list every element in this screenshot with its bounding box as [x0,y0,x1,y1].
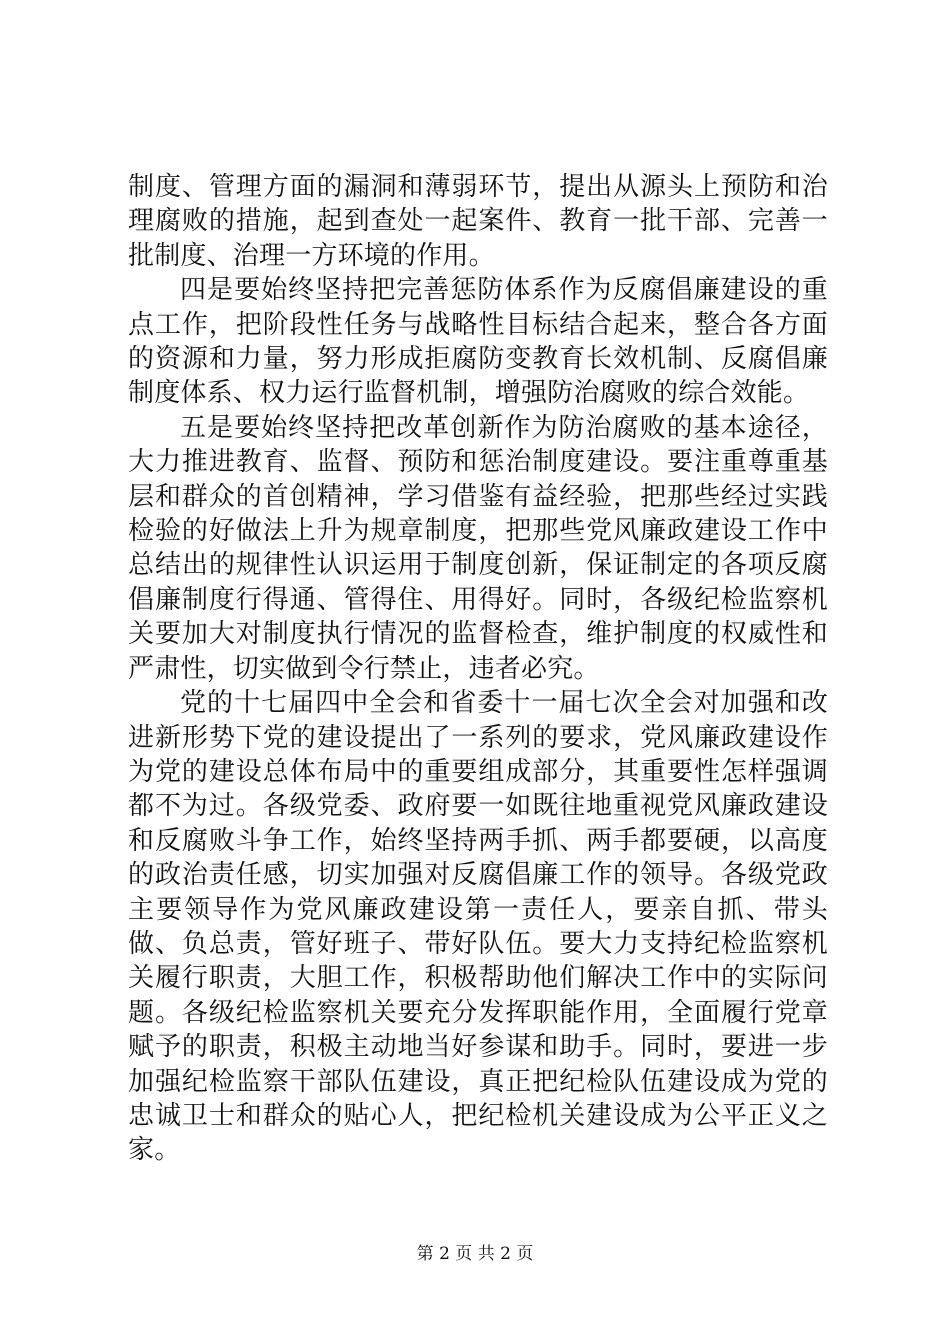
paragraph-continuation: 制度、管理方面的漏洞和薄弱环节，提出从源头上预防和治理腐败的措施，起到查处一起案件、教育一批干部、完善一批制度、治理一方环境的作用。 [128,172,828,271]
document-body [128,170,828,1168]
paragraph-point-four: 四是要始终坚持把完善惩防体系作为反腐倡廉建设的重点工作，把阶段性任务与战略性目标结合起来，整合各方面的资源和力量，努力形成拒腐防变教育长效机制、反腐倡廉制度体系、权力运行监督机制，增强防治腐败的综合效能。 [128,275,828,409]
paragraph-point-five: 五是要始终坚持把改革创新作为防治腐败的基本途径，大力推进教育、监督、预防和惩治制度建设。要注重尊重基层和群众的首创精神，学习借鉴有益经验，把那些经过实践检验的好做法上升为规章制度，把那些党风廉政建设工作中总结出的规律性认识运用于制度创新，保证制定的各项反腐倡廉制度行得通、管得住、用得好。同时，各级纪检监察机关要加大对制度执行情况的监督检查，维护制度的权威性和严肃性，切实做到令行禁止，违者必究。 [128,412,828,684]
page-number-footer: 第 2 页 共 2 页 [416,1244,534,1264]
paragraph-conclusion: 党的十七届四中全会和省委十一届七次全会对加强和改进新形势下党的建设提出了一系列的要求，党风廉政建设作为党的建设总体布局中的重要组成部分，其重要性怎样强调都不为过。各级党委、政府要一如既往地重视党风廉政建设和反腐败斗争工作，始终坚持两手抓、两手都要硬，以高度的政治责任感，切实加强对反腐倡廉工作的领导。各级党政主要领导作为党风廉政建设第一责任人，要亲自抓、带头做、负总责，管好班子、带好队伍。要大力支持纪检监察机关履行职责，大胆工作，积极帮助他们解决工作中的实际问题。各级纪检监察机关要充分发挥职能作用，全面履行党章赋予的职责，积极主动地当好参谋和助手。同时，要进一步加强纪检监察干部队伍建设，真正把纪检队伍建设成为党的忠诚卫士和群众的贴心人，把纪检机关建设成为公平正义之家。 [128,688,828,1166]
